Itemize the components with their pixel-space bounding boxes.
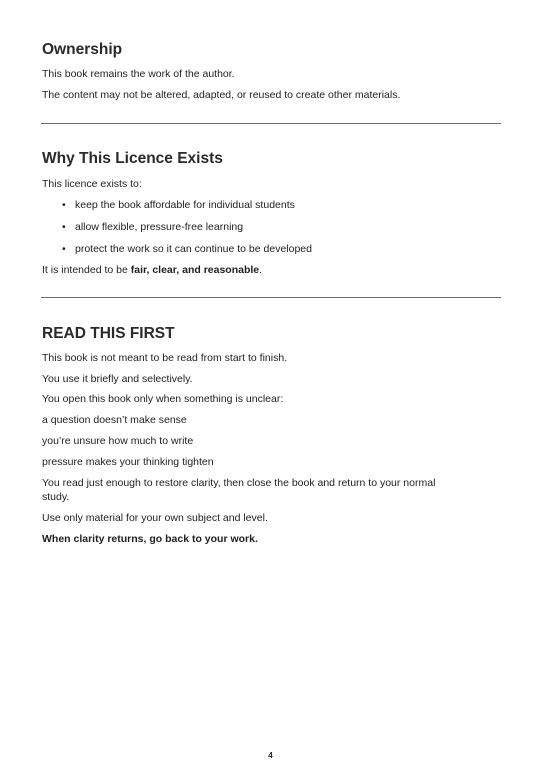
section-divider [41,297,501,298]
licence-heading: Why This Licence Exists [42,150,223,167]
ownership-line: The content may not be altered, adapted, or reused to create other materials. [42,89,401,101]
bullet-icon: • [62,199,66,211]
read-first-line: pressure makes your thinking tighten [42,456,214,468]
read-first-line: Use only material for your own subject and level. [42,512,268,524]
read-first-line: You read just enough to restore clarity, then close the book and return to your normal [42,477,436,489]
read-first-heading: READ THIS FIRST [42,325,175,342]
read-first-line: you’re unsure how much to write [42,435,194,447]
bullet-icon: • [62,221,66,233]
read-first-line: a question doesn’t make sense [42,414,187,426]
list-item: • allow flexible, pressure-free learning [62,221,244,233]
read-first-line: This book is not meant to be read from start to finish. [42,352,288,364]
bullet-icon: • [62,243,66,255]
licence-intro: This licence exists to: [42,178,142,190]
read-first-line: You use it briefly and selectively. [42,373,193,385]
licence-bullet-list [42,199,501,256]
read-first-line: You open this book only when something is unclear: [42,393,284,405]
licence-closing-emphasis: fair, clear, and reasonable [130,264,260,276]
list-item: • protect the work so it can continue to be developed [62,243,312,255]
page-number: 4 [268,751,273,760]
read-first-final: When clarity returns, go back to your work. [42,533,258,545]
ownership-line: This book remains the work of the author. [42,68,235,80]
read-first-line: study. [42,491,70,503]
licence-closing: It is intended to be fair, clear, and reasonable. [42,264,263,276]
list-item: • keep the book affordable for individual students [62,199,295,211]
ownership-heading: Ownership [42,41,123,58]
section-divider [41,123,501,124]
